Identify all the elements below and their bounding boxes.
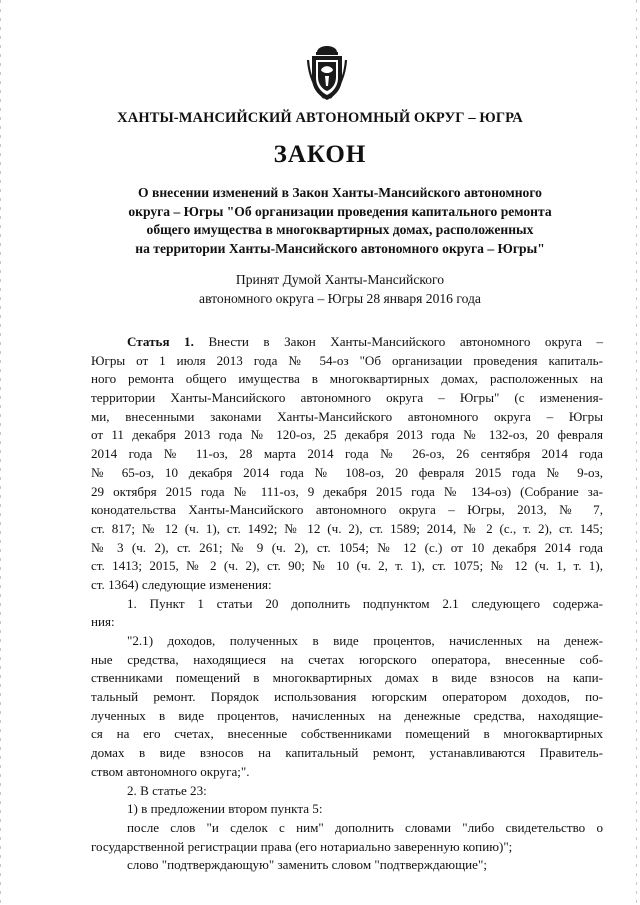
text-line: ст. 1364) следующие изменения: xyxy=(91,576,272,592)
quote-first-line: "2.1) доходов, полученных в виде процентов, начисленных на денеж- xyxy=(127,633,603,648)
subject-line: О внесении изменений в Закон Ханты-Мансийского автономного xyxy=(138,185,542,200)
region-heading: ХАНТЫ-МАНСИЙСКИЙ АВТОНОМНЫЙ ОКРУГ – ЮГРА xyxy=(117,110,523,126)
item-1-first-line: 1. Пункт 1 статьи 20 дополнить подпунктом 2.1 следующего содержа- xyxy=(127,595,603,611)
coat-of-arms-emblem xyxy=(306,44,348,102)
subject-line: общего имущества в многоквартирных домах, расположенных xyxy=(146,222,534,237)
text-line: территории Ханты-Мансийского автономного округа – Югры" (с изменения- xyxy=(91,390,603,406)
text-line: ся на его счетах, внесенные собственниками помещений в многоквартирных xyxy=(91,726,603,742)
text-line: ственниками помещений в многоквартирных домах в виде взносов на капи- xyxy=(91,670,603,686)
law-title: ЗАКОН xyxy=(273,141,367,168)
text-line: лученных в виде процентов, начисленных на денежные средства, находящие- xyxy=(91,707,603,723)
text-line: ные средства, находящиеся на счетах югорского оператора, внесенные соб- xyxy=(91,651,603,667)
item-2-line: 2. В статье 23: xyxy=(127,782,207,798)
text-line: № 65-оз, 10 декабря 2014 года № 108-оз, 20 февраля 2015 года № 9-оз, xyxy=(91,464,603,480)
text-line: государственной регистрации права (его нотариально заверенную копию)"; xyxy=(91,838,513,854)
text-line: конодательства Ханты-Мансийского автономного округа – Югры, 2013, № 7, xyxy=(91,502,603,518)
text-line: ст. 1413; 2015, № 2 (ч. 2), ст. 90; № 10 (ч. 2, т. 1), ст. 1075; № 12 (ч. 1, т. 1), xyxy=(91,558,603,574)
left-scan-edge xyxy=(0,0,1,905)
subject-line: округа – Югры "Об организации проведения капитального ремонта xyxy=(128,203,552,219)
text-line: тальный ремонт. Порядок использования югорским оператором доходов, по- xyxy=(91,689,603,705)
text-line: 2014 года № 11-оз, 28 марта 2014 года № 26-оз, 26 сентября 2014 года xyxy=(91,446,603,462)
text-line: домах в виде взносов на капитальный ремонт, устанавливаются Правитель- xyxy=(91,745,603,761)
text-line: ми, внесенными законами Ханты-Мансийского автономного округа – Югры xyxy=(91,408,603,424)
after-words-first-line: после слов "и сделок с ним" дополнить словами "либо свидетельство о xyxy=(127,819,603,835)
adopted-line: автономного округа – Югры 28 января 2016 года xyxy=(199,290,481,306)
subitem-1-line: 1) в предложении втором пункта 5: xyxy=(127,801,323,817)
text-line: 29 октября 2015 года № 111-оз, 9 декабря 2015 года № 134-оз) (Собрание за- xyxy=(91,483,603,499)
text-line: Югры от 1 июля 2013 года № 54-оз "Об организации проведения капиталь- xyxy=(91,352,603,368)
text-line: ст. 817; № 12 (ч. 1), ст. 1492; № 12 (ч. 2), ст. 1589; 2014, № 2 (с., т. 2), ст. 145; xyxy=(91,520,603,536)
law-subject xyxy=(0,184,640,258)
text-line: от 11 декабря 2013 года № 120-оз, 25 декабря 2013 года № 132-оз, 20 февраля xyxy=(91,427,603,443)
adopted-line: Принят Думой Ханты-Мансийского xyxy=(235,272,445,287)
article-label: Статья 1. xyxy=(127,334,194,349)
word-replace-line: слово "подтверждающую" заменить словом "подтверждающие"; xyxy=(127,857,487,873)
subject-line: на территории Ханты-Мансийского автономного округа – Югры" xyxy=(135,240,545,256)
article-first-text: Внести в Закон Ханты-Мансийского автономного округа – xyxy=(208,334,604,349)
adoption-note xyxy=(0,271,640,308)
text-line: ством автономного округа;". xyxy=(91,763,250,779)
text-line: № 3 (ч. 2), ст. 261; № 9 (ч. 2), ст. 1054; № 12 (с.) от 10 декабря 2014 года xyxy=(91,539,603,555)
law-body xyxy=(91,333,603,875)
article-1-first-line xyxy=(91,333,603,352)
right-scan-edge xyxy=(636,0,637,905)
text-line: ния: xyxy=(91,614,115,630)
text-line: ного ремонта общего имущества в многоквартирных домах, расположенных на xyxy=(91,371,603,387)
